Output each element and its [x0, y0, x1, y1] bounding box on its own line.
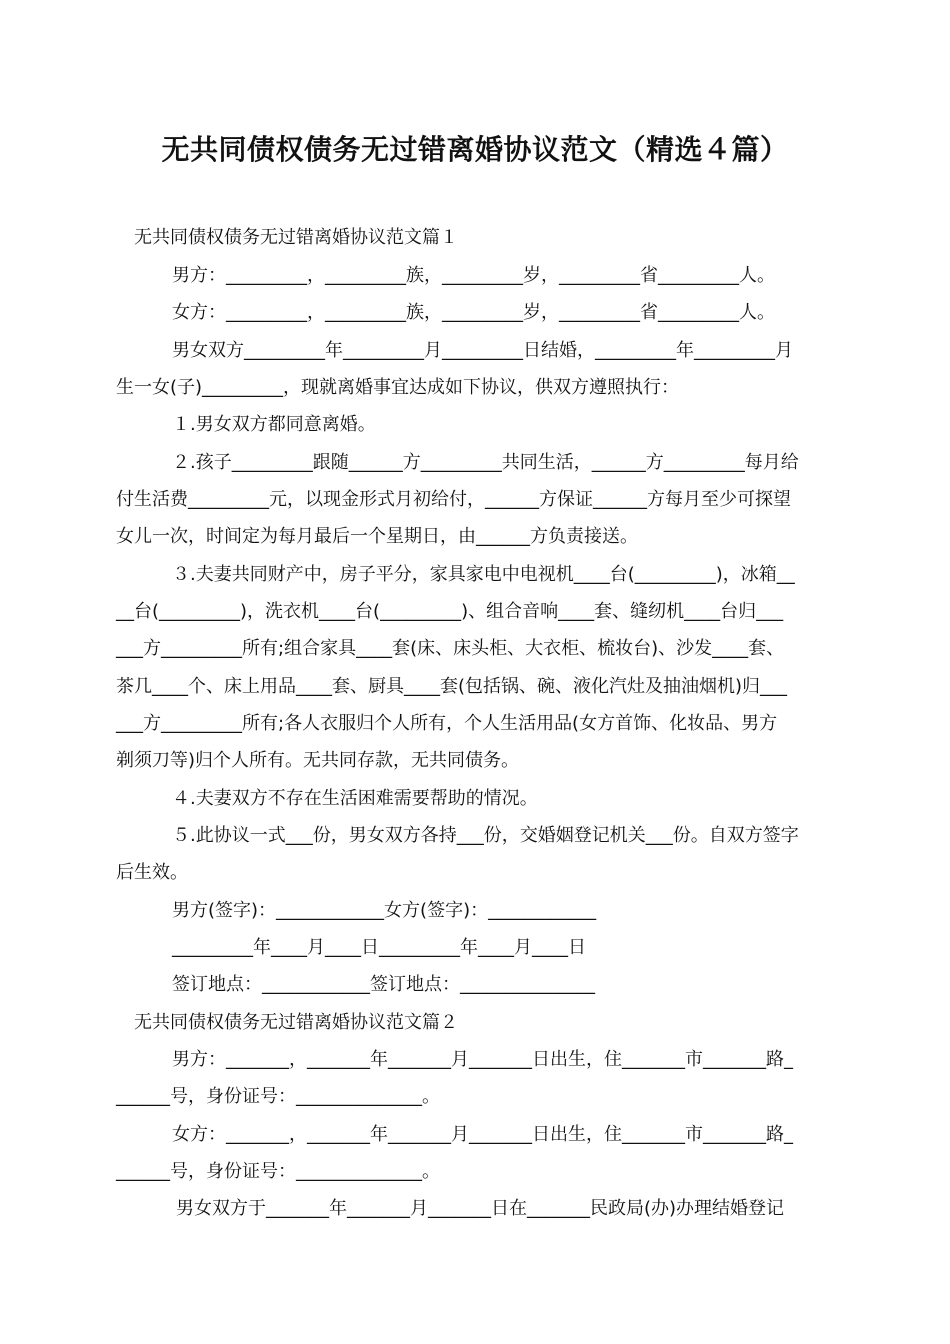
- paragraph-line: 男方：_______，_______年_______月_______日出生，住_______市_______路_: [172, 1049, 793, 1070]
- paragraph-line: 后生效。: [116, 862, 188, 883]
- signature-line: 男方(签字)：____________女方(签字)：____________: [172, 900, 597, 921]
- paragraph-line: 剃须刀等)归个人所有。无共同存款，无共同债务。: [116, 750, 520, 771]
- paragraph-line: 男女双方_________年_________月_________日结婚，_________年_________月: [172, 340, 793, 361]
- document-title: 无共同债权债务无过错离婚协议范文（精选４篇）: [161, 133, 789, 166]
- date-line: _________年____月____日_________年____月____日: [172, 937, 586, 958]
- paragraph-line: 茶几____个、床上用品____套、厨具____套(包括锅、碗、液化汽灶及抽油烟机)归___: [116, 676, 788, 697]
- paragraph-line: 女儿一次，时间定为每月最后一个星期日，由______方负责接送。: [116, 526, 638, 547]
- paragraph-line: ___方_________所有;各人衣服归个人所有，个人生活用品(女方首饰、化妆品、男方: [116, 713, 778, 734]
- section-heading-2: 无共同债权债务无过错离婚协议范文篇２: [134, 1012, 458, 1033]
- section-heading-1: 无共同债权债务无过错离婚协议范文篇１: [134, 227, 458, 248]
- paragraph-line: 女方：_________，_________族，_________岁，_________省_________人。: [172, 302, 775, 323]
- paragraph-line: ４.夫妻双方不存在生活困难需要帮助的情况。: [172, 788, 538, 809]
- paragraph-line: 女方：_______，_______年_______月_______日出生，住_______市_______路_: [172, 1124, 793, 1145]
- paragraph-line: ______号，身份证号：______________。: [116, 1086, 440, 1107]
- paragraph-line: ３.夫妻共同财产中，房子平分，家具家电中电视机____台(_________)，冰箱__: [172, 564, 795, 585]
- paragraph-line: 付生活费_________元，以现金形式月初给付，______方保证______方每月至少可探望: [116, 489, 791, 510]
- paragraph-line: ５.此协议一式___份，男女双方各持___份，交婚姻登记机关___份。自双方签字: [172, 825, 799, 846]
- paragraph-line: ______号，身份证号：______________。: [116, 1161, 440, 1182]
- paragraph-line: 男方：_________，_________族，_________岁，_________省_________人。: [172, 265, 775, 286]
- paragraph-line: 男女双方于_______年_______月_______日在_______民政局(办)办理结婚登记: [176, 1198, 785, 1219]
- paragraph-line: ２.孩子_________跟随______方_________共同生活，______方_________每月给: [172, 452, 799, 473]
- paragraph-line: 生一女(子)_________，现就离婚事宜达成如下协议，供双方遵照执行：: [116, 377, 680, 398]
- paragraph-line: __台(_________)，洗衣机____台(_________)、组合音响____套、缝纫机____台归___: [116, 601, 784, 622]
- location-line: 签订地点：____________签订地点：_______________: [172, 974, 595, 995]
- paragraph-line: ___方_________所有;组合家具____套(床、床头柜、大衣柜、梳妆台)、沙发____套、: [116, 638, 785, 659]
- paragraph-line: １.男女双方都同意离婚。: [172, 414, 376, 435]
